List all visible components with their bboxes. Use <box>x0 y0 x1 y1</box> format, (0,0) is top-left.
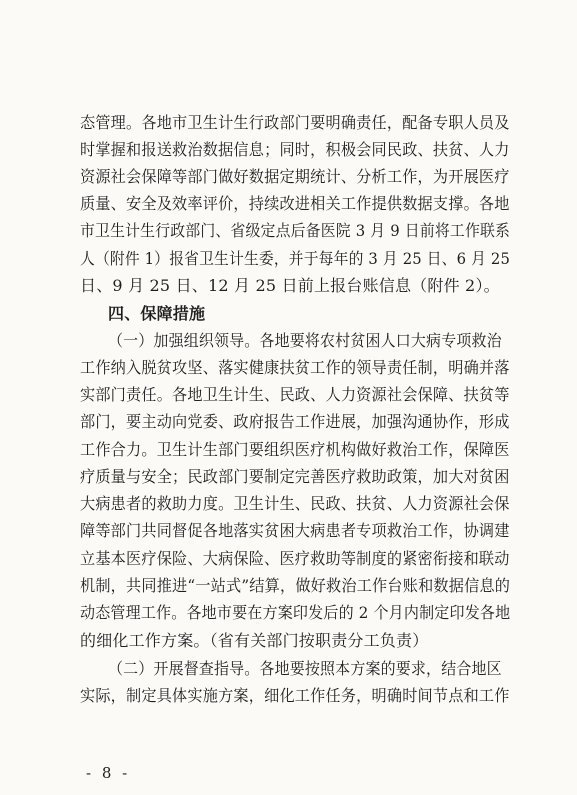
text-line-3: 资源社会保障等部门做好数据定期统计、分析工作，为开展医疗 <box>80 167 510 186</box>
text-line-12: 部门，要主动向党委、政府报告工作进展，加强沟通协作，形成 <box>80 412 510 431</box>
text-line-20: 的细化工作方案。（省有关部门按职责分工负责） <box>80 631 429 650</box>
text-line-1: 态管理。各地市卫生计生行政部门要明确责任，配备专职人员及 <box>80 113 510 132</box>
text-line-13: 工作合力。卫生计生部门要组织医疗机构做好救治工作，保障医 <box>80 440 510 459</box>
page-number: - 8 - <box>86 764 131 782</box>
text-line-14: 疗质量与安全；民政部门要制定完善医疗救助政策，加大对贫困 <box>80 467 510 486</box>
text-line-18: 机制，共同推进“一站式”结算，做好救治工作台账和数据信息的 <box>80 576 511 595</box>
text-line-7: 日、9 月 25 日、12 月 25 日前上报台账信息（附件 2）。 <box>80 276 500 295</box>
text-line-19: 动态管理工作。各地市要在方案印发后的 2 个月内制定印发各地 <box>80 603 511 622</box>
text-line-4: 质量、安全及效率评价，持续改进相关工作提供数据支撑。各地 <box>80 194 510 213</box>
text-line-11: 实部门责任。各地卫生计生、民政、人力资源社会保障、扶贫等 <box>80 385 510 404</box>
text-line-10: 工作纳入脱贫攻坚、落实健康扶贫工作的领导责任制，明确并落 <box>80 358 510 377</box>
text-line-17: 立基本医疗保险、大病保险、医疗救助等制度的紧密衔接和联动 <box>80 549 510 568</box>
text-line-5: 市卫生计生行政部门、省级定点后备医院 3 月 9 日前将工作联系 <box>80 221 511 240</box>
text-line-22: 实际，制定具体实施方案，细化工作任务，明确时间节点和工作 <box>80 686 510 705</box>
section-heading: 四、保障措施 <box>108 304 206 323</box>
text-line-15: 大病患者的救助力度。卫生计生、民政、扶贫、人力资源社会保 <box>80 494 510 513</box>
text-line-6: 人（附件 1）报省卫生计生委，并于每年的 3 月 25 日、6 月 25 <box>80 249 511 268</box>
text-line-16: 障等部门共同督促各地落实贫困大病患者专项救治工作，协调建 <box>80 521 510 540</box>
text-line-2: 时掌握和报送救治数据信息；同时，积极会同民政、扶贫、人力 <box>80 140 510 159</box>
text-line-21: （二）开展督查指导。各地要按照本方案的要求，结合地区 <box>108 659 502 678</box>
text-line-9: （一）加强组织领导。各地要将农村贫困人口大病专项救治 <box>108 331 502 350</box>
